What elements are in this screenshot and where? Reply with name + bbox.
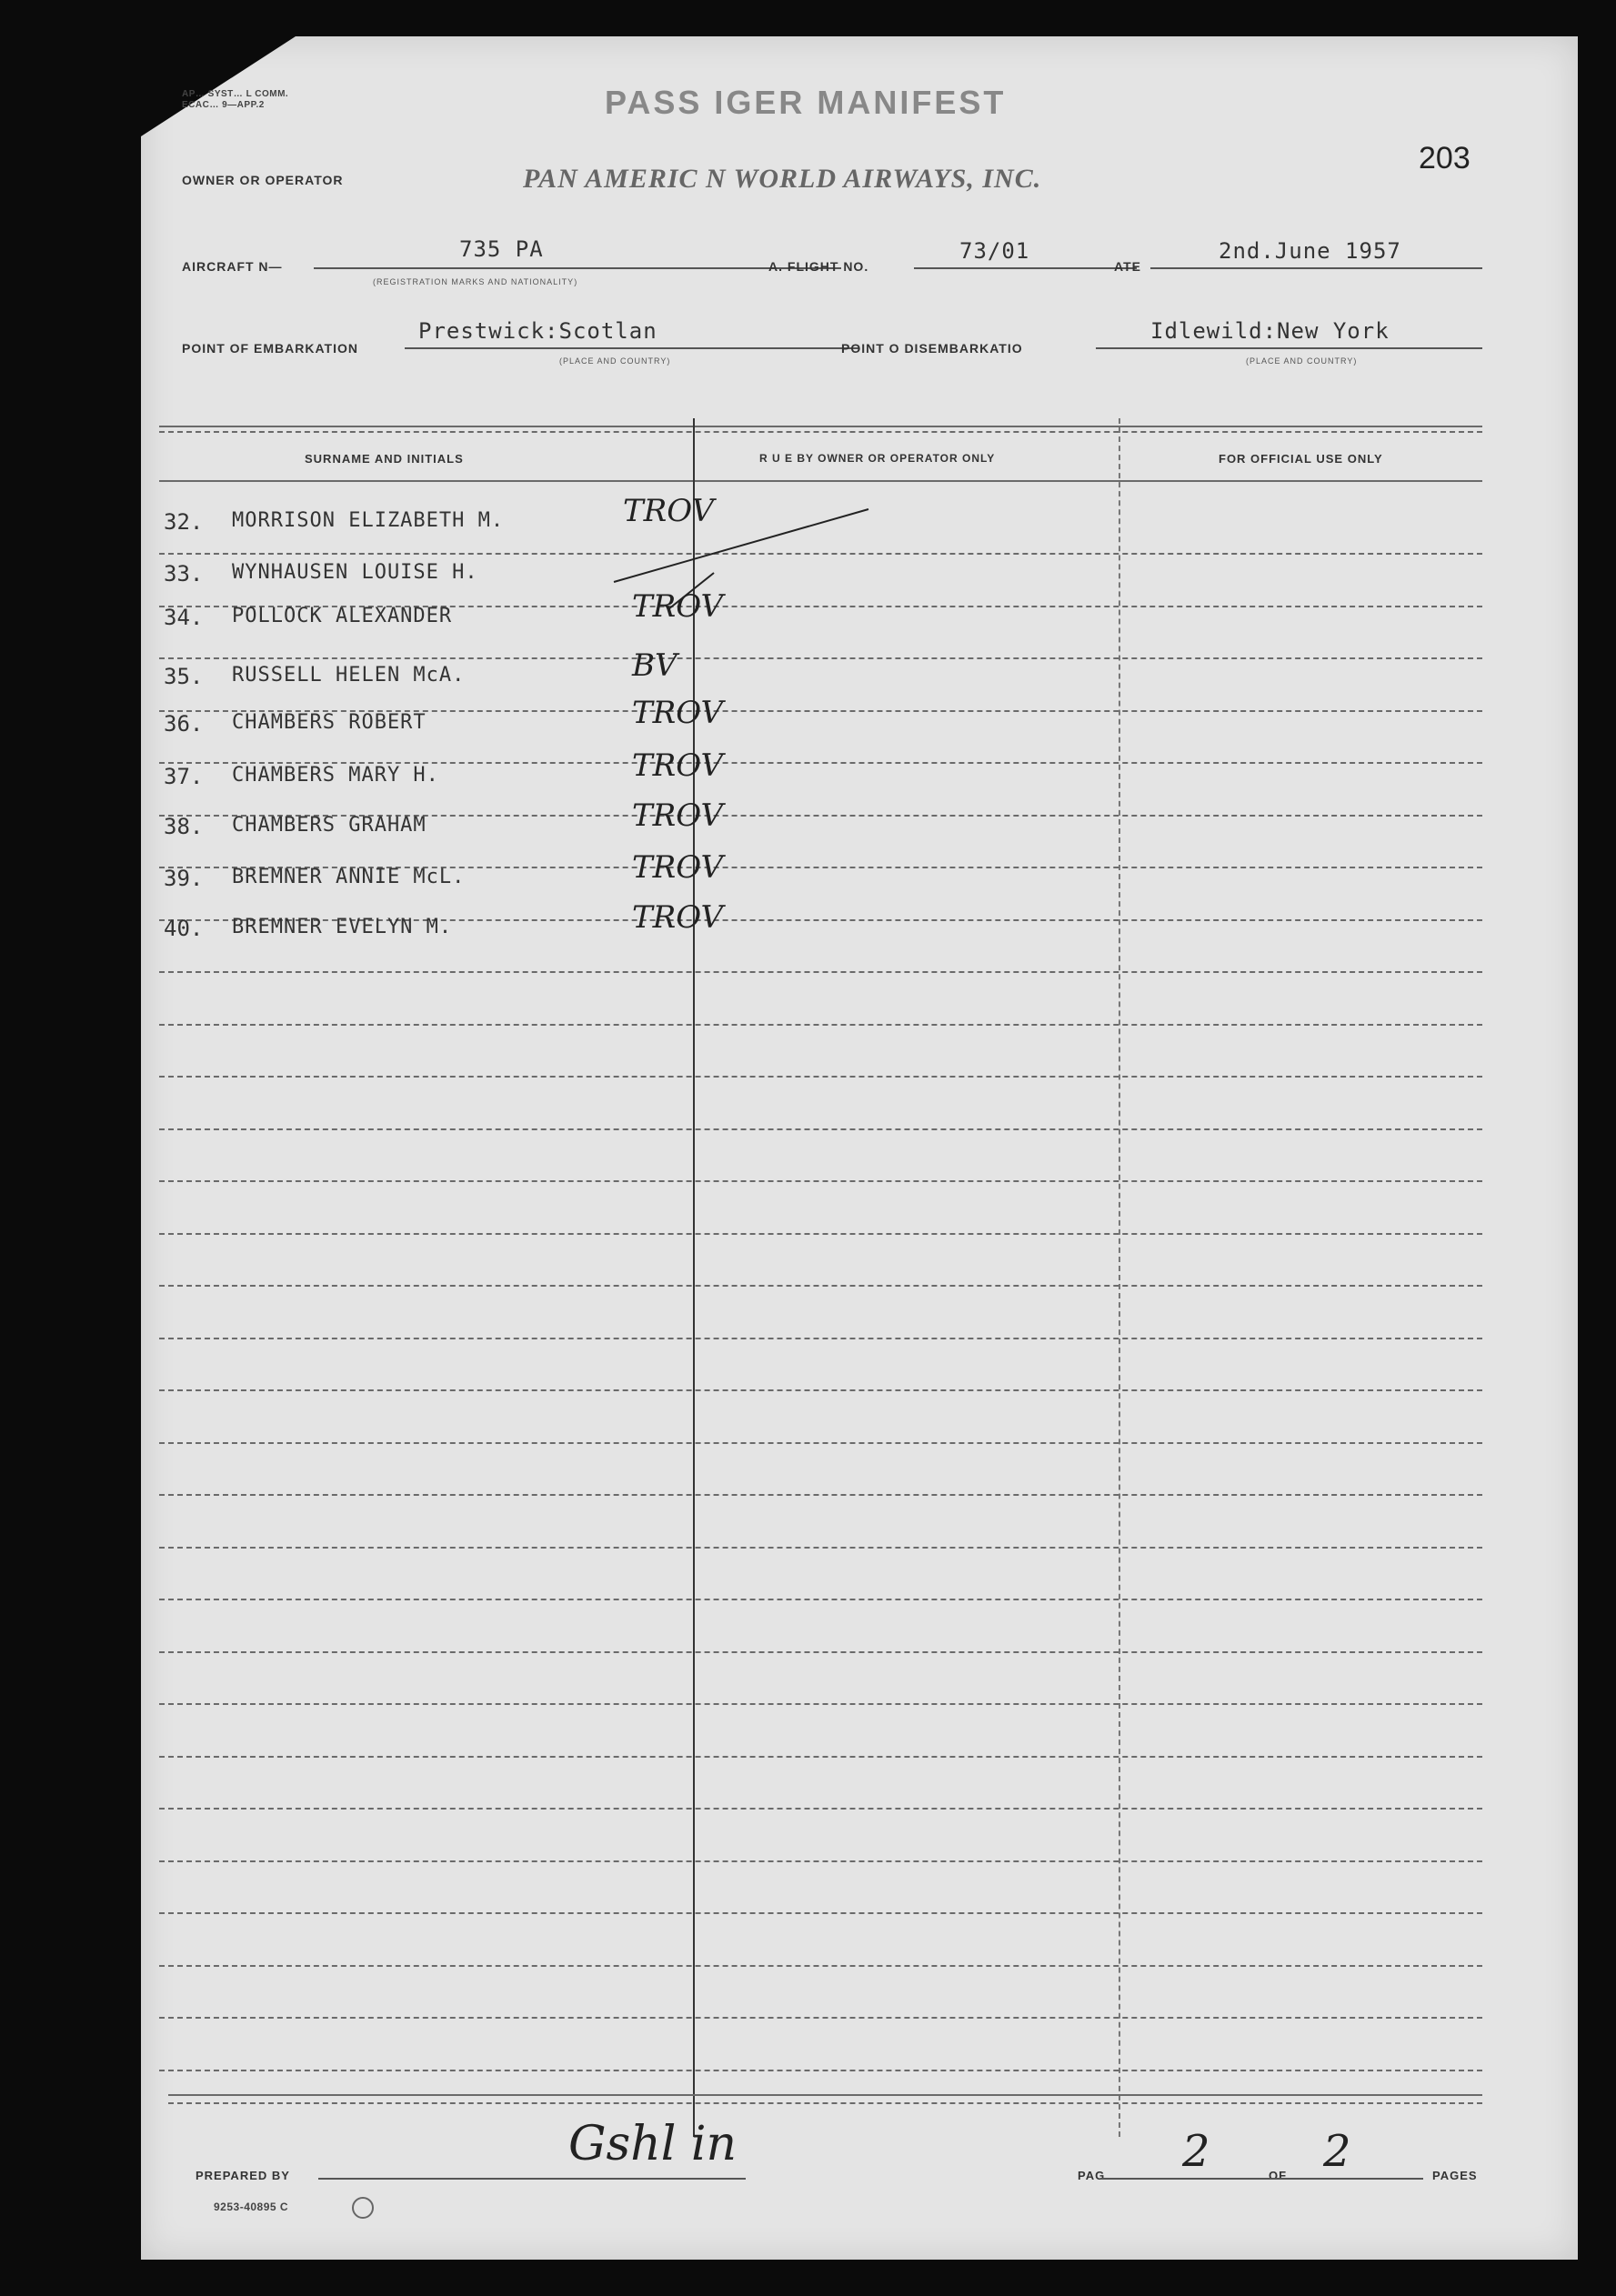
passenger-name: BREMNER ANNIE McL. <box>232 866 466 888</box>
date-label: ATE <box>1114 259 1141 274</box>
footer-rule-2 <box>168 2102 1482 2104</box>
ruled-line <box>159 1965 1482 1967</box>
col-surname-header: SURNAME AND INITIALS <box>305 452 464 466</box>
embark-caption: (PLACE AND COUNTRY) <box>559 356 671 366</box>
passenger-number: 34. <box>164 605 204 630</box>
ruled-line <box>159 657 1482 659</box>
ruled-line <box>159 1808 1482 1810</box>
flight-underline <box>914 267 1137 269</box>
header-rule-top-2 <box>159 431 1482 433</box>
ruled-line <box>159 1285 1482 1287</box>
ruled-line <box>159 1024 1482 1026</box>
flight-value: 73/01 <box>959 238 1030 264</box>
passenger-check-mark: TROV <box>632 695 724 731</box>
disembark-underline <box>1096 347 1482 349</box>
passenger-number: 37. <box>164 764 204 789</box>
aircraft-underline <box>314 267 841 269</box>
disembark-label: POINT O DISEMBARKATIO <box>841 341 1023 356</box>
ruled-line <box>159 1233 1482 1235</box>
date-underline <box>1150 267 1482 269</box>
passenger-number: 32. <box>164 509 204 535</box>
embark-underline <box>405 347 859 349</box>
passenger-check-mark: TROV <box>632 747 724 784</box>
page-value: 2 <box>1182 2126 1210 2177</box>
ruled-line <box>159 1651 1482 1653</box>
ruled-line <box>159 1547 1482 1549</box>
passenger-check-mark: TROV <box>632 797 724 834</box>
ruled-line <box>159 2070 1482 2071</box>
passenger-name: MORRISON ELIZABETH M. <box>232 509 505 532</box>
column-separator-2 <box>1119 418 1120 2137</box>
page-number: 203 <box>1419 141 1470 175</box>
of-label: OF <box>1269 2169 1288 2182</box>
owner-label: OWNER OR OPERATOR <box>182 173 344 187</box>
ruled-line <box>159 1442 1482 1444</box>
ruled-line <box>159 1338 1482 1339</box>
aircraft-value: 735 PA <box>459 236 544 262</box>
passenger-check-mark: BV <box>632 647 678 684</box>
passenger-number: 38. <box>164 814 204 839</box>
passenger-number: 36. <box>164 711 204 737</box>
passenger-number: 40. <box>164 916 204 941</box>
owner-value: PAN AMERIC N WORLD AIRWAYS, INC. <box>523 164 1042 194</box>
form-header-code: AP… SYST… L COMM. ECAC… 9—APP.2 <box>182 89 289 110</box>
ruled-line <box>159 1703 1482 1705</box>
passenger-name: CHAMBERS GRAHAM <box>232 814 427 837</box>
ruled-line <box>159 1599 1482 1600</box>
passenger-check-mark: TROV <box>632 849 724 886</box>
passenger-number: 39. <box>164 866 204 891</box>
passenger-name: RUSSELL HELEN McA. <box>232 664 466 687</box>
page-label: PAG <box>1078 2169 1106 2182</box>
footer-rule-1 <box>168 2094 1482 2096</box>
passenger-name: CHAMBERS MARY H. <box>232 764 439 787</box>
ruled-line <box>159 1912 1482 1914</box>
passenger-number: 33. <box>164 561 204 587</box>
prepared-by-label: PREPARED BY <box>196 2169 290 2182</box>
ruled-line <box>159 1494 1482 1496</box>
ruled-line <box>159 1756 1482 1758</box>
ruled-line <box>159 1180 1482 1182</box>
header-rule-top <box>159 426 1482 427</box>
passenger-check-mark: TROV <box>632 588 724 625</box>
passenger-name: WYNHAUSEN LOUISE H. <box>232 561 478 584</box>
col-owner-use-header: R U E BY OWNER OR OPERATOR ONLY <box>759 452 996 465</box>
column-separator-1 <box>693 418 695 2137</box>
ruled-line <box>159 1076 1482 1078</box>
page-underline <box>1100 2178 1423 2180</box>
flight-label: A. FLIGHT NO. <box>768 259 869 274</box>
torn-corner <box>141 36 296 136</box>
passenger-name: POLLOCK ALEXANDER <box>232 605 453 627</box>
passenger-number: 35. <box>164 664 204 689</box>
of-value: 2 <box>1323 2126 1351 2177</box>
manifest-paper <box>141 36 1578 2260</box>
preparer-signature: Gshl in <box>568 2117 737 2171</box>
ruled-line <box>159 971 1482 973</box>
handwritten-strokes <box>596 482 959 618</box>
passenger-name: BREMNER EVELYN M. <box>232 916 453 938</box>
ruled-line <box>159 2017 1482 2019</box>
embark-value: Prestwick:Scotlan <box>418 318 657 344</box>
union-bug-icon <box>352 2197 374 2219</box>
passenger-check-mark: TROV <box>623 493 715 529</box>
form-code: 9253-40895 C <box>214 2201 289 2213</box>
col-official-use-header: FOR OFFICIAL USE ONLY <box>1219 452 1383 466</box>
disembark-value: Idlewild:New York <box>1150 318 1390 344</box>
aircraft-label: AIRCRAFT N— <box>182 259 283 274</box>
aircraft-caption: (REGISTRATION MARKS AND NATIONALITY) <box>373 277 578 286</box>
passenger-check-mark: TROV <box>632 899 724 936</box>
date-value: 2nd.June 1957 <box>1219 238 1401 264</box>
pages-label: PAGES <box>1432 2169 1478 2182</box>
embark-label: POINT OF EMBARKATION <box>182 341 358 356</box>
form-title: PASS IGER MANIFEST <box>605 84 1007 121</box>
ruled-line <box>159 1860 1482 1862</box>
ruled-line <box>159 1128 1482 1130</box>
ruled-line <box>159 1389 1482 1391</box>
prepared-by-underline <box>318 2178 746 2180</box>
passenger-name: CHAMBERS ROBERT <box>232 711 427 734</box>
disembark-caption: (PLACE AND COUNTRY) <box>1246 356 1358 366</box>
